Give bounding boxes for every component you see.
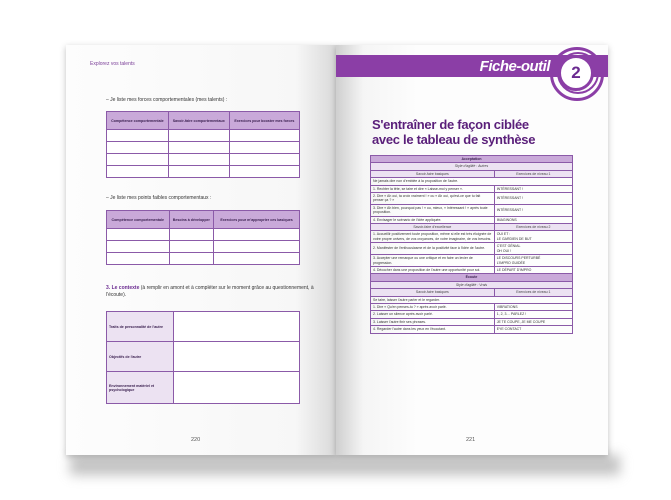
running-head: Explorez vos talents xyxy=(90,61,135,67)
contexte-bold: Le contexte xyxy=(111,285,140,291)
context-value[interactable] xyxy=(174,342,300,372)
context-label: Environnement matériel et psychologique xyxy=(107,372,174,404)
context-label: Objectifs de l'autre xyxy=(107,342,174,372)
forces-header-1: Compétence comportementale xyxy=(107,112,169,130)
book-shadow xyxy=(70,455,620,475)
forces-cell[interactable] xyxy=(168,166,229,178)
forces-intro: – Je liste mes forces comportementales (mes talents) : xyxy=(106,97,228,103)
fiche-title: Fiche-outil xyxy=(479,58,550,75)
intro-row-1: Ne jamais dire non d'emblée à la proposition de l'autre. xyxy=(371,178,573,185)
style-agilite-1: Style d'agilité : Autres xyxy=(371,163,573,170)
forces-cell[interactable] xyxy=(168,130,229,142)
row-skill: 4. Regarder l'autre dans les yeux en l'écoutant. xyxy=(371,326,495,333)
forces-cell[interactable] xyxy=(107,130,169,142)
ex2-header: Exercices de niveau 2 xyxy=(494,224,572,231)
fiche-number-badge: 2 xyxy=(558,55,594,91)
page-number-right: 221 xyxy=(466,437,476,443)
faibles-header-2: Besoins à développer xyxy=(169,211,214,229)
row-skill: 2. Laisser un silence après avoir parlé. xyxy=(371,311,495,318)
forces-cell[interactable] xyxy=(107,142,169,154)
right-page xyxy=(336,45,608,455)
row-skill: 2. Manifester de l'enthousiasme et de la positivité face à l'idée de l'autre. xyxy=(371,243,495,255)
row-exercise: JE TE COUPE, JE ME COUPE xyxy=(494,318,572,325)
context-value[interactable] xyxy=(174,372,300,404)
contexte-paragraph xyxy=(106,285,316,299)
faibles-cell[interactable] xyxy=(107,229,170,241)
forces-header-2: Savoir-faire comportementaux xyxy=(168,112,229,130)
row-skill: 4. Décocher dans une proposition de l'autre une opportunité pour soi. xyxy=(371,266,495,273)
forces-cell[interactable] xyxy=(168,142,229,154)
sfb2-header: Savoir-faire basiques xyxy=(371,289,495,296)
row-exercise: INTÉRESSANT ! xyxy=(494,193,572,205)
sfb1-header: Savoir-faire basiques xyxy=(371,170,495,177)
forces-cell[interactable] xyxy=(107,154,169,166)
context-value[interactable] xyxy=(174,312,300,342)
contexte-num: 3. xyxy=(106,285,111,291)
page-number-left: 220 xyxy=(191,437,201,443)
row-skill: 3. Laisser l'autre finir ses phrases. xyxy=(371,318,495,325)
row-skill: 3. Accepter une remarque ou une critique et en faire un levier de progression. xyxy=(371,255,495,267)
faibles-header-1: Compétence comportementale xyxy=(107,211,170,229)
forces-header-3: Exercices pour booster mes forces xyxy=(229,112,299,130)
faibles-cell[interactable] xyxy=(169,253,214,265)
style-agilite-2: Style d'agilité : Vrais xyxy=(371,281,573,288)
row-exercise: EYE CONTACT xyxy=(494,326,572,333)
row-exercise: IMAGINONS xyxy=(494,216,572,223)
forces-cell[interactable] xyxy=(229,166,299,178)
left-page xyxy=(66,45,336,455)
row-exercise: LE DISCOURS PERTURBÉ L'IMPRO GUIDÉE xyxy=(494,255,572,267)
faibles-cell[interactable] xyxy=(214,241,300,253)
faibles-cell[interactable] xyxy=(107,241,170,253)
forces-cell[interactable] xyxy=(229,154,299,166)
sfe-header: Savoir-faire d'excellence xyxy=(371,224,495,231)
ex1-header: Exercices de niveau 1 xyxy=(494,170,572,177)
row-skill: 1. Accueillir positivement toute proposition, même si elle est très éloignée de votre propre univers, de vos croyances, de votre imaginaire, de vos besoins. xyxy=(371,231,495,243)
context-label: Traits de personnalité de l'autre xyxy=(107,312,174,342)
forces-cell[interactable] xyxy=(168,154,229,166)
forces-cell[interactable] xyxy=(107,166,169,178)
row-skill: 2. Dire « Ah oui, ta croix vraiment ! » ou « Ah oui, qu'est-ce que tu fait penser ça ? » xyxy=(371,193,495,205)
row-skill: 3. Dire « Ah bien, pourquoi pas ! » ou, mieux, « Intéressant ! » après toute proposition. xyxy=(371,204,495,216)
title-line-2: avec le tableau de synthèse xyxy=(372,132,536,147)
faibles-intro: – Je liste mes points faibles comportementaux : xyxy=(106,195,212,201)
page-title xyxy=(372,117,535,147)
faibles-cell[interactable] xyxy=(214,229,300,241)
row-exercise: INTÉRESSANT ! xyxy=(494,204,572,216)
row-exercise: 1, 2, 3… PARLEZ ! xyxy=(494,311,572,318)
row-skill: 4. Envisager le scénario de l'idée appliquée. xyxy=(371,216,495,223)
section-ecoute: Écoute xyxy=(371,274,573,281)
contexte-rest: (à remplir en amont et à compléter sur le moment grâce au questionnement, à l'écoute). xyxy=(106,285,314,298)
context-table xyxy=(106,311,300,404)
faibles-cell[interactable] xyxy=(169,229,214,241)
intro-row-2: Se taire, laisser l'autre parler et le regarder. xyxy=(371,296,573,303)
forces-table xyxy=(106,111,300,178)
faibles-cell[interactable] xyxy=(169,241,214,253)
row-exercise: VIBRATIONS xyxy=(494,303,572,310)
forces-cell[interactable] xyxy=(229,130,299,142)
row-exercise: C'EST GÉNIAL OH OUI ! xyxy=(494,243,572,255)
synthesis-table xyxy=(370,155,573,334)
faibles-cell[interactable] xyxy=(214,253,300,265)
row-exercise: LE DÉPART D'IMPRO xyxy=(494,266,572,273)
row-skill: 1. Rechter la tête, se taire et dire « Laisse-moi y penser ». xyxy=(371,185,495,192)
title-line-1: S'entraîner de façon ciblée xyxy=(372,117,529,132)
faibles-table xyxy=(106,210,300,265)
row-exercise: OUI ET : LE GARDIEN DE BUT xyxy=(494,231,572,243)
section-acceptation: Acceptation xyxy=(371,156,573,163)
faibles-header-3: Exercices pour m'approprier ces basiques xyxy=(214,211,300,229)
forces-cell[interactable] xyxy=(229,142,299,154)
row-skill: 1. Dire « Qu'en penses-tu ? » après avoir parlé. xyxy=(371,303,495,310)
faibles-cell[interactable] xyxy=(107,253,170,265)
row-exercise: INTÉRESSANT ! xyxy=(494,185,572,192)
ex3-header: Exercices de niveau 1 xyxy=(494,289,572,296)
